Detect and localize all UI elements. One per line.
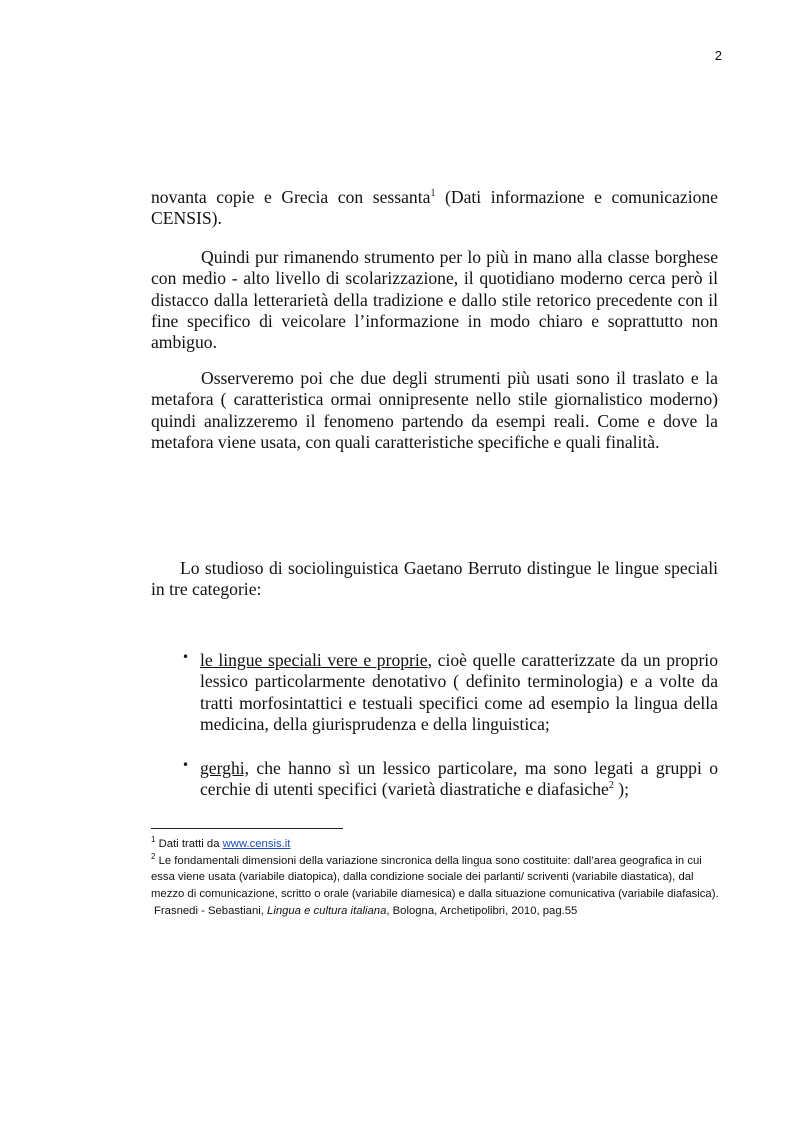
paragraph-1-text-cont: (Dati informazione e comunicazione CENSIS).	[151, 187, 718, 229]
bullet-icon: •	[182, 650, 190, 664]
source-authors: Frasnedi - Sebastiani,	[154, 904, 268, 917]
footnote-source	[151, 903, 726, 920]
footnote-2-number: 2	[151, 851, 156, 861]
term-lingue-speciali: le lingue speciali vere e proprie	[200, 650, 428, 670]
paragraph-2: Quindi pur rimanendo strumento per lo più in mano alla classe borghese con medio - alto livello di scolarizzazione, il quotidiano moderno cerca però il distacco dalla letterarietà della tradizione e dallo stile retorico precedente con il fine specifico di veicolare l’informazione in modo chiaro e soprattutto non ambiguo.	[151, 247, 718, 353]
footnote-1-number: 1	[151, 835, 156, 845]
list-item-1-text	[200, 650, 718, 735]
footnote-1	[151, 836, 726, 853]
footnotes	[151, 836, 726, 920]
source-details: , Bologna, Archetipolibri, 2010, pag.55	[386, 904, 578, 917]
paragraph-3: Osserveremo poi che due degli strumenti più usati sono il traslato e la metafora ( caratteristica ormai onnipresente nello stile giornalistico moderno) quindi analizzeremo il fenomeno partendo da esempi reali. Come e dove la metafora viene usata, con quali caratteristiche specifiche e quali finalità.	[151, 368, 718, 452]
footnote-2-text: Le fondamentali dimensioni della variazione sincronica della lingua sono costituite: dall’area geografica in cui essa viene usata (variabile diatopica), dalla condizione sociale dei parlanti/ scriventi (variabile diastatica), dal mezzo di comunicazione, scritto o orale (variabile diamesica) e dalla situazione comunicativa (variabile diafasica).	[151, 854, 719, 901]
term-gerghi: gerghi,	[200, 758, 250, 779]
list-item	[182, 758, 718, 801]
list-item-2-end: );	[613, 779, 629, 800]
list-item-1-desc: , cioè quelle caratterizzate da un proprio lessico particolarmente denotativo ( definito terminologia) e a volte da tratti morfosintattici e testuali specifici come ad esempio la lingua della medicina, della giurisprudenza e della linguistica;	[200, 650, 718, 734]
paragraph-4: Lo studioso di sociolinguistica Gaetano Berruto distingue le lingue speciali in tre categorie:	[151, 558, 718, 600]
footnote-ref-1[interactable]: 1	[430, 188, 436, 200]
footnote-1-text: Dati tratti da	[155, 838, 223, 850]
paragraph-1	[151, 187, 718, 230]
list-item-2-text	[200, 758, 718, 801]
list-item-2-desc: che hanno sì un lessico particolare, ma sono legati a gruppi o cerchie di utenti specifici (varietà diastratiche e diafasiche	[200, 758, 718, 800]
categories-list	[182, 650, 718, 801]
paragraph-1-text: novanta copie e Grecia con sessanta	[151, 187, 431, 207]
page-number: 2	[714, 48, 722, 63]
bullet-icon: •	[182, 758, 190, 773]
footnote-2	[151, 853, 726, 903]
list-item	[182, 650, 718, 735]
censis-link[interactable]: www.censis.it	[222, 838, 291, 850]
footnote-ref-2[interactable]: 2	[608, 780, 614, 792]
footnote-separator	[151, 828, 343, 829]
source-title: Lingua e cultura italiana	[267, 904, 387, 917]
